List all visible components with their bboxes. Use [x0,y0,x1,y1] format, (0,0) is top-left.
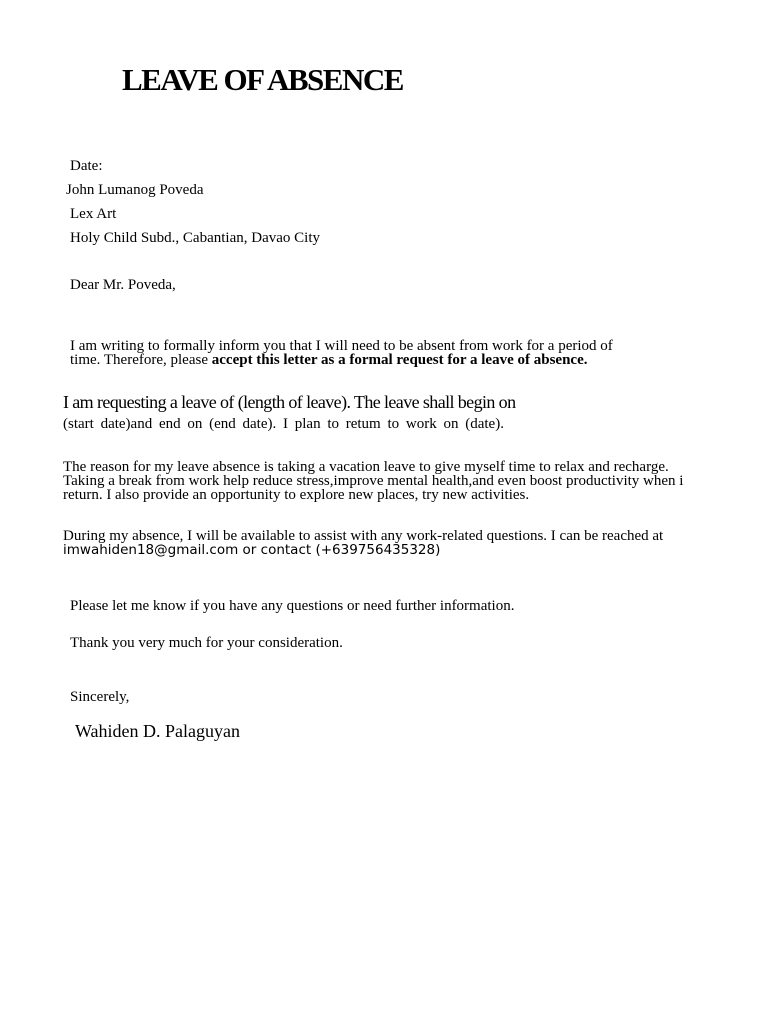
paragraph-reason-line-2: Taking a break from work help reduce stress,improve mental health,and even boost productivity when i [63,473,684,489]
paragraph-request-line-2: (start date)and end on (end date). I plan to retum to work on (date). [63,416,504,432]
date-label: Date: [70,158,103,174]
letter-title: LEAVE OF ABSENCE [122,62,403,97]
paragraph-reason-line-1: The reason for my leave absence is taking a vacation leave to give myself time to relax and recharge. [63,459,669,475]
recipient-address: Holy Child Subd., Cabantian, Davao City [70,230,320,246]
paragraph-contact-line-1: During my absence, I will be available to assist with any work-related questions. I can be reached at [63,528,664,544]
signature-name: Wahiden D. Palaguyan [75,721,241,741]
contact-info: imwahiden18@gmail.com or contact (+639756435328) [63,542,441,558]
paragraph-intro-line-1: I am writing to formally inform you that I will need to be absent from work for a period of [70,338,613,354]
closing: Sincerely, [70,689,130,705]
paragraph-request-line-1: I am requesting a leave of (length of leave). The leave shall begin on [63,392,516,412]
paragraph-intro-line-2-text: time. Therefore, please [70,352,212,368]
salutation: Dear Mr. Poveda, [70,277,176,293]
questions-line: Please let me know if you have any questions or need further information. [70,598,515,614]
paragraph-contact [63,529,663,557]
paragraph-intro [70,339,613,367]
paragraph-reason [63,460,683,502]
paragraph-intro-line-2-bold: accept this letter as a formal request for a leave of absence. [211,352,588,368]
recipient-company: Lex Art [70,206,117,222]
paragraph-reason-line-3: return. I also provide an opportunity to explore new places, try new activities. [63,487,530,503]
thanks-line: Thank you very much for your consideration. [70,635,343,651]
recipient-name: John Lumanog Poveda [66,182,204,198]
